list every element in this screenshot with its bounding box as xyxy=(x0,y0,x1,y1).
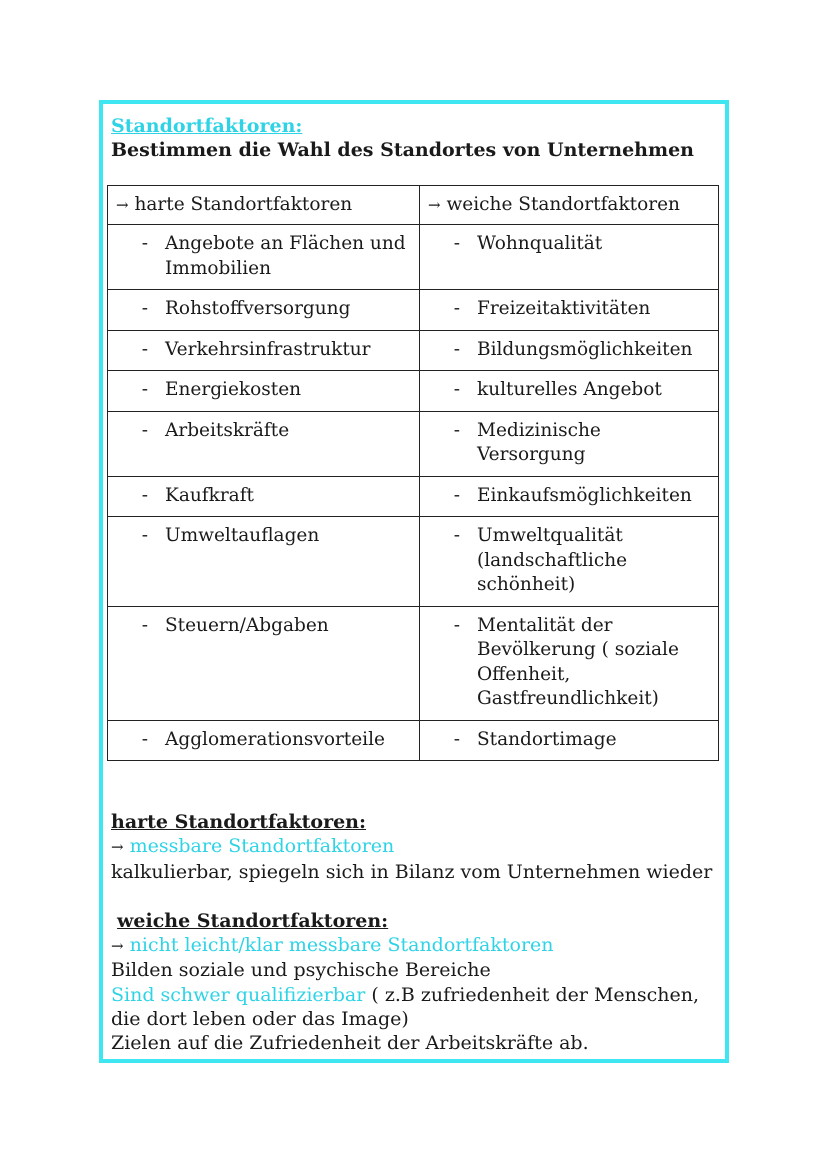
table-row xyxy=(108,330,719,371)
dash-marker: - xyxy=(141,525,148,546)
soft-notes-highlight2: Sind schwer qualifizierbar xyxy=(111,983,366,1006)
list-item-soft: Standortimage xyxy=(477,728,617,750)
list-item-soft: Einkaufsmöglichkeiten xyxy=(477,484,692,506)
note-frame xyxy=(99,100,729,1063)
soft-notes-line3: die dort leben oder das Image) xyxy=(111,1008,409,1031)
list-item-hard: Verkehrsinfrastruktur xyxy=(165,338,371,360)
list-item-hard: Umweltauflagen xyxy=(165,525,320,546)
table-row xyxy=(108,476,719,517)
list-item-hard: Rohstoffversorgung xyxy=(165,298,351,319)
cell-hard xyxy=(108,476,420,517)
cell-hard xyxy=(108,371,420,412)
notes-section xyxy=(111,810,719,1056)
cell-soft xyxy=(420,411,719,476)
dash-marker: - xyxy=(141,419,148,441)
table-row xyxy=(108,411,719,476)
dash-marker: - xyxy=(453,298,460,319)
list-item-hard: Agglomerationsvorteile xyxy=(165,728,385,750)
dash-marker: - xyxy=(453,728,460,750)
cell-soft xyxy=(420,330,719,371)
soft-notes-heading: weiche Standortfaktoren: xyxy=(117,909,389,932)
dash-marker: - xyxy=(453,233,460,254)
dash-marker: - xyxy=(141,233,148,254)
page-subtitle: Bestimmen die Wahl des Standortes von Unternehmen xyxy=(111,139,694,161)
cell-hard xyxy=(108,411,420,476)
table-row xyxy=(108,517,719,607)
hard-notes-heading: harte Standortfaktoren: xyxy=(111,811,367,833)
table-row xyxy=(108,290,719,331)
header-hard xyxy=(108,186,420,225)
list-item-soft: Mentalität der Bevölkerung ( soziale Offenheit, Gastfreundlichkeit) xyxy=(477,614,679,709)
cell-hard xyxy=(108,225,420,290)
cell-hard xyxy=(108,290,420,331)
arrow-icon: → xyxy=(116,196,129,214)
cell-soft xyxy=(420,290,719,331)
list-item-soft: Freizeitaktivitäten xyxy=(477,298,651,319)
table-row xyxy=(108,606,719,720)
table-row xyxy=(108,720,719,761)
dash-marker: - xyxy=(453,338,460,360)
cell-soft xyxy=(420,476,719,517)
heading-block xyxy=(111,114,719,162)
table-row xyxy=(108,371,719,412)
dash-marker: - xyxy=(141,614,148,636)
list-item-soft: Medizinische Versorgung xyxy=(477,419,601,465)
arrow-icon: → xyxy=(428,196,441,214)
list-item-soft: Bildungsmöglichkeiten xyxy=(477,338,693,360)
dash-marker: - xyxy=(453,379,460,400)
list-item-hard: Angebote an Flächen und Immobilien xyxy=(165,233,406,279)
cell-hard xyxy=(108,330,420,371)
factors-table xyxy=(107,185,719,761)
arrow-icon: → xyxy=(111,838,124,857)
list-item-soft: kulturelles Angebot xyxy=(477,379,662,400)
soft-notes-line1: Bilden soziale und psychische Bereiche xyxy=(111,959,491,982)
soft-notes-line4: Zielen auf die Zufriedenheit der Arbeitskräfte ab. xyxy=(111,1032,589,1055)
hard-notes-line: kalkulierbar, spiegeln sich in Bilanz vom Unternehmen wieder xyxy=(111,860,713,883)
header-soft-label: weiche Standortfaktoren xyxy=(446,194,680,215)
list-item-soft: Wohnqualität xyxy=(477,233,603,254)
cell-hard xyxy=(108,606,420,720)
dash-marker: - xyxy=(453,484,460,506)
arrow-icon: → xyxy=(111,937,124,956)
header-soft xyxy=(420,186,719,225)
table-row xyxy=(108,225,719,290)
dash-marker: - xyxy=(453,525,460,546)
dash-marker: - xyxy=(141,484,148,506)
list-item-hard: Energiekosten xyxy=(165,379,302,400)
list-item-soft: Umweltqualität (landschaftliche schönheit) xyxy=(477,525,628,595)
dash-marker: - xyxy=(453,419,460,441)
cell-soft xyxy=(420,225,719,290)
cell-soft xyxy=(420,606,719,720)
soft-notes-line2: ( z.B zufriedenheit der Menschen, xyxy=(365,983,700,1006)
dash-marker: - xyxy=(141,728,148,750)
soft-notes-highlight: nicht leicht/klar messbare Standortfaktoren xyxy=(129,934,554,957)
cell-soft xyxy=(420,517,719,607)
cell-hard xyxy=(108,720,420,761)
table-header-row xyxy=(108,186,719,225)
dash-marker: - xyxy=(141,379,148,400)
cell-soft xyxy=(420,720,719,761)
dash-marker: - xyxy=(141,298,148,319)
dash-marker: - xyxy=(141,338,148,360)
list-item-hard: Arbeitskräfte xyxy=(165,419,290,441)
cell-hard xyxy=(108,517,420,607)
dash-marker: - xyxy=(453,614,460,636)
list-item-hard: Steuern/Abgaben xyxy=(165,614,329,636)
list-item-hard: Kaufkraft xyxy=(165,484,254,506)
cell-soft xyxy=(420,371,719,412)
page-title: Standortfaktoren: xyxy=(111,115,303,137)
hard-notes-highlight: messbare Standortfaktoren xyxy=(129,835,395,858)
header-hard-label: harte Standortfaktoren xyxy=(134,194,353,215)
